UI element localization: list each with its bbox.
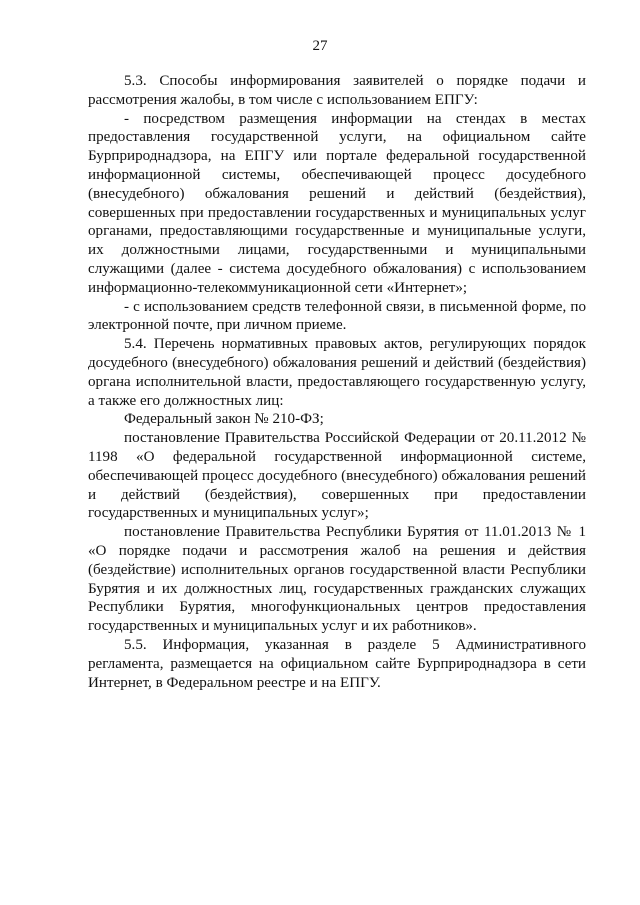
- list-item-stands: - посредством размещения информации на стендах в местах предоставления государственной услуги, на официальном сайте Бурприроднадзора, на ЕПГУ или портале федеральной государственной информационной системы, обеспечивающей процесс досудебного (внесудебного) обжалования решений и действий (бездействия), совершенных при предоставлении государственных и муниципальных услуг органами, предоставляющими государственные и муниципальные услуги, их должностными лицами, государственными и муниципальными служащими (далее - система досудебного обжалования) с использованием информационно-телекоммуникационной сети «Интернет»;: [88, 110, 586, 296]
- law-item-1198: постановление Правительства Российской Федерации от 20.11.2012 № 1198 «О федеральной государственной информационной системе, обеспечивающей процесс досудебного (внесудебного) обжалования решений и действий (бездействия), совершенных при предоставлении государственных и муниципальных услуг»;: [88, 430, 586, 522]
- list-item-phone: - с использованием средств телефонной связи, в письменной форме, по электронной почте, при личном приеме.: [88, 298, 586, 334]
- paragraph-5-5: 5.5. Информация, указанная в разделе 5 Административного регламента, размещается на официальном сайте Бурприроднадзора в сети Интернет, в Федеральном реестре и на ЕПГУ.: [88, 636, 586, 691]
- law-item-210: Федеральный закон № 210-ФЗ;: [124, 411, 324, 428]
- paragraph-5-4: 5.4. Перечень нормативных правовых актов, регулирующих порядок досудебного (внесудебного) обжалования решений и действий (бездействия) органа исполнительной власти, предоставляющего государственную услугу, а также его должностных лиц:: [88, 336, 586, 409]
- law-item-buryatia: постановление Правительства Республики Бурятия от 11.01.2013 № 1 «О порядке подачи и рассмотрения жалоб на решения и действия (бездействие) исполнительных органов государственной власти Республики Бурятия и их должностных лиц, государственных гражданских служащих Республики Бурятия, многофункциональных центров предоставления государственных и муниципальных услуг и их работников».: [88, 524, 586, 635]
- page-number: 27: [312, 38, 328, 54]
- paragraph-5-3: 5.3. Способы информирования заявителей о порядке подачи и рассмотрения жалобы, в том числе с использованием ЕПГУ:: [88, 73, 586, 108]
- document-body: [88, 72, 586, 692]
